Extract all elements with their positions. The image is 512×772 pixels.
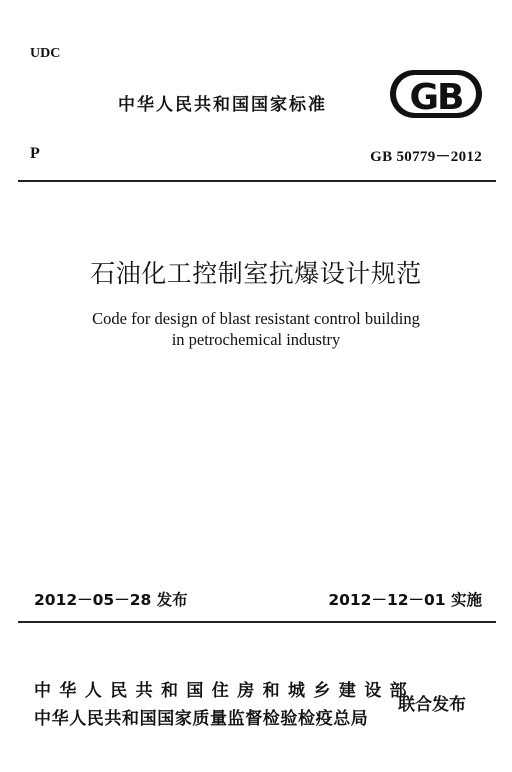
english-title-line2: in petrochemical industry xyxy=(171,330,341,349)
category-code: P xyxy=(30,145,40,162)
english-title-line1: Code for design of blast resistant control building xyxy=(92,309,420,328)
top-divider xyxy=(18,180,496,182)
joint-issue-label: 联合发布 xyxy=(398,695,466,715)
logo-text: GB xyxy=(409,77,463,118)
chinese-title: 石油化工控制室抗爆设计规范 xyxy=(90,259,422,288)
bottom-divider xyxy=(18,621,496,623)
issue-date: 2012－05－28 发布 xyxy=(34,591,188,609)
issuer-aqsiq: 中华人民共和国国家质量监督检验检疫总局 xyxy=(34,709,369,729)
english-title xyxy=(0,308,512,350)
issuer-ministry: 中华人民共和国住房和城乡建设部 xyxy=(34,681,415,701)
gb-logo xyxy=(388,68,484,120)
standard-number: GB 50779－2012 xyxy=(370,149,482,165)
implementation-date: 2012－12－01 实施 xyxy=(328,591,482,609)
udc-label: UDC xyxy=(30,46,61,61)
standard-title: 中华人民共和国国家标准 xyxy=(118,95,327,115)
